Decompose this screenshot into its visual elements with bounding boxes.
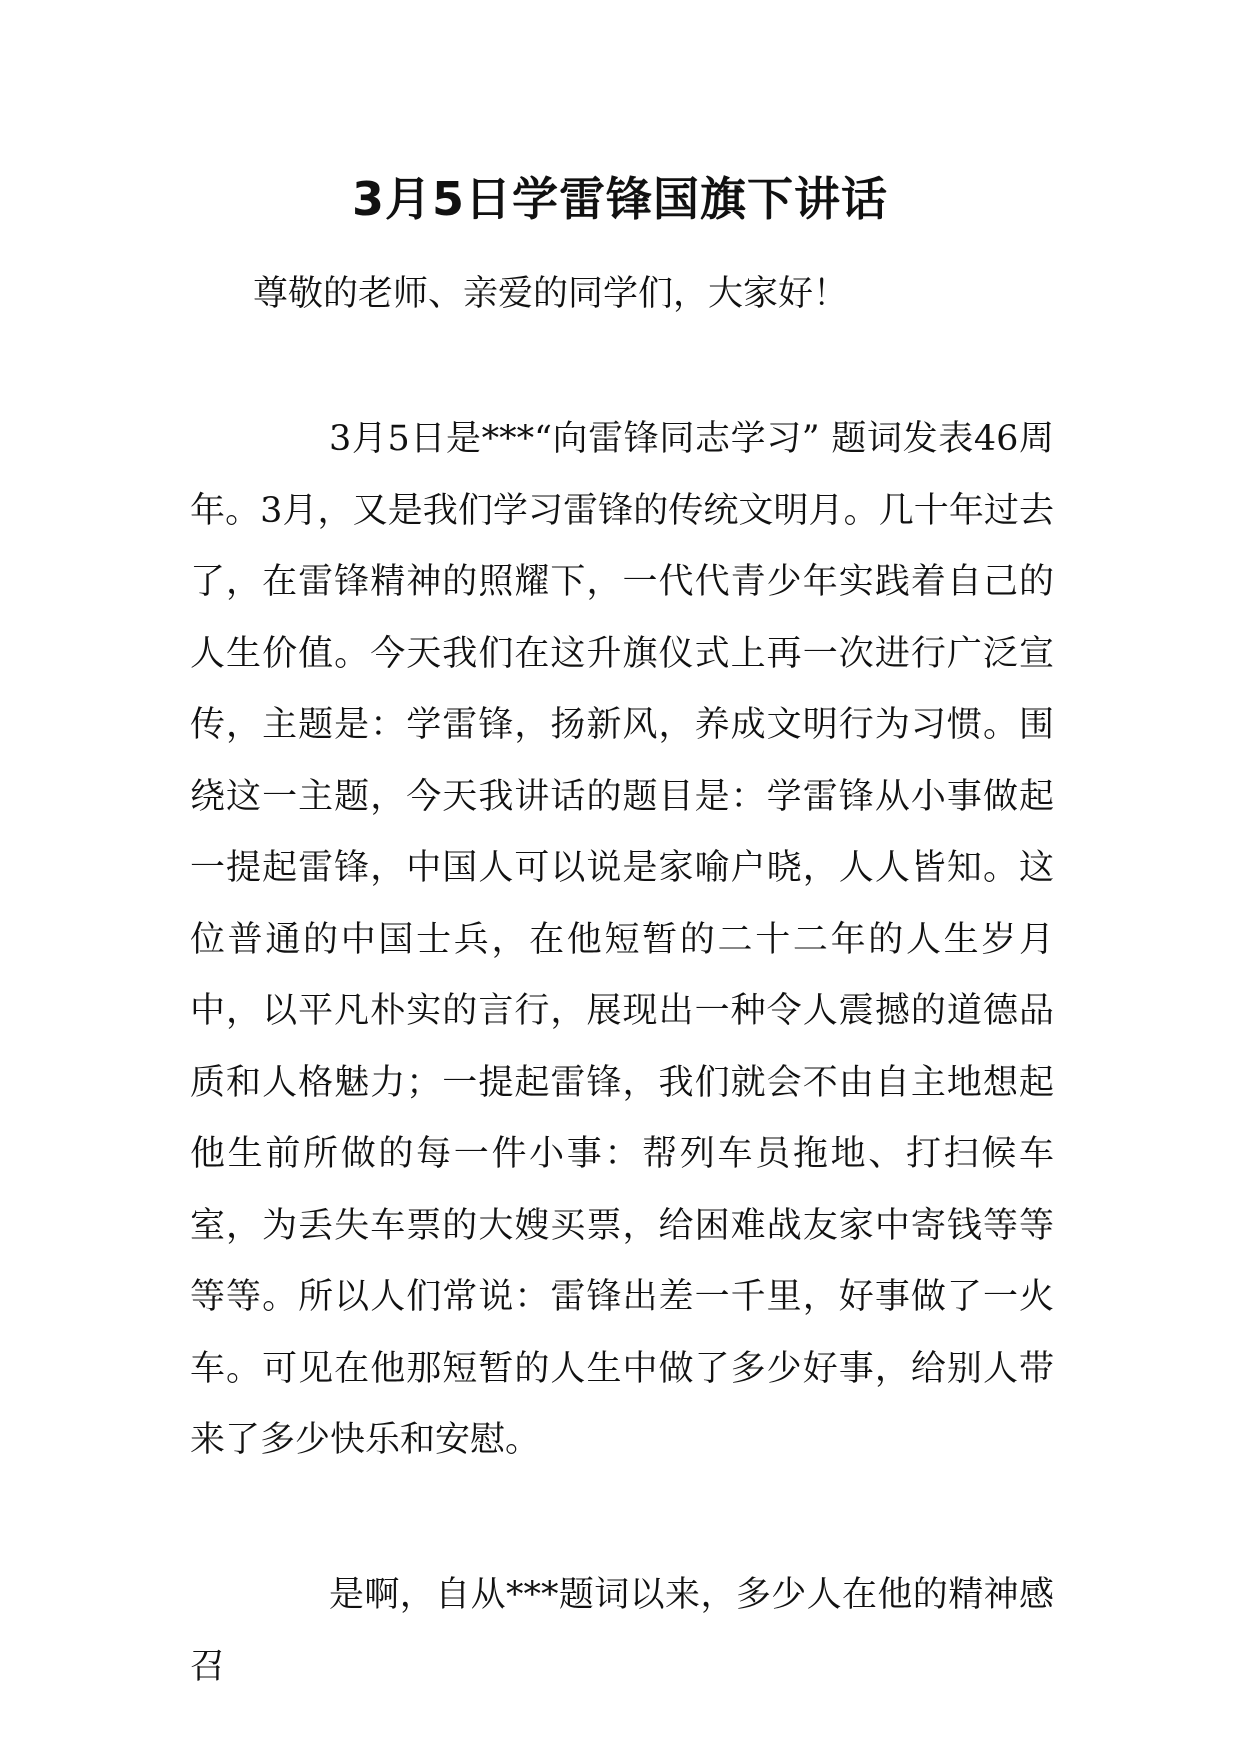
document-title: 3月5日学雷锋国旗下讲话 bbox=[351, 172, 888, 226]
body-paragraph: 是啊，自从***题词以来，多少人在他的精神感召 bbox=[190, 1575, 1054, 1687]
greeting-line: 尊敬的老师、亲爱的同学们，大家好！ bbox=[253, 274, 849, 314]
body-paragraph: 3月5日是***“向雷锋同志学习” 题词发表46周年。3月，又是我们学习雷锋的传统文明月。几十年过去了，在雷锋精神的照耀下，一代代青少年实践着自己的人生价值。今天我们在这升旗仪式上再一次进行广泛宣传，主题是：学雷锋，扬新风，养成文明行为习惯。围绕这一主题，今天我讲话的题目是：学雷锋从小事做起一提起雷锋，中国人可以说是家喻户晓，人人皆知。这位普通的中国士兵，在他短暂的二十二年的人生岁月中，以平凡朴实的言行，展现出一种令人震撼的道德品质和人格魅力；一提起雷锋，我们就会不由自主地想起他生前所做的每一件小事：帮列车员拖地、打扫候车室，为丢失车票的大嫂买票，给困难战友家中寄钱等等等等。所以人们常说：雷锋出差一千里，好事做了一火车。可见在他那短暂的人生中做了多少好事，给别人带来了多少快乐和安慰。 bbox=[190, 419, 1054, 1460]
